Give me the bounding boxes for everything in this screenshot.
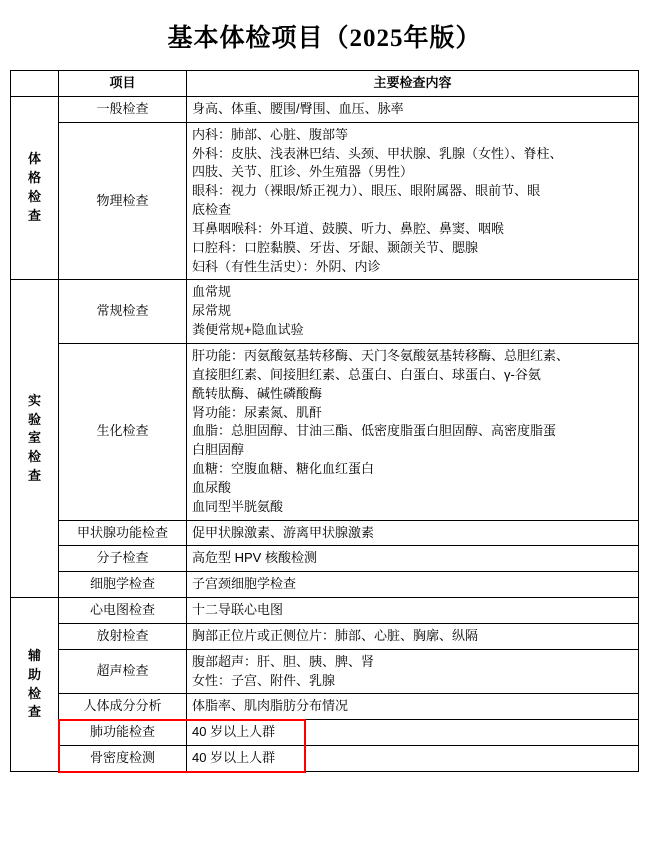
content-line: 四肢、关节、肛诊、外生殖器（男性） <box>192 164 414 180</box>
item-cell: 分子检查 <box>59 546 187 572</box>
content-cell <box>187 598 639 624</box>
table-row <box>11 343 639 520</box>
content-line: 胸部正位片或正侧位片：肺部、心脏、胸廓、纵隔 <box>192 627 479 643</box>
content-line: 直接胆红素、间接胆红素、总蛋白、白蛋白、球蛋白、γ-谷氨 <box>192 366 541 382</box>
content-line: 血尿酸 <box>192 479 232 495</box>
category-cell-laboratory: 实验室检查 <box>11 280 59 598</box>
item-cell: 甲状腺功能检查 <box>59 520 187 546</box>
content-line: 口腔科：口腔黏膜、牙齿、牙龈、颞颌关节、腮腺 <box>192 239 479 255</box>
content-line: 40 岁以上人群 <box>192 724 276 740</box>
content-cell <box>187 546 639 572</box>
table-row <box>11 520 639 546</box>
table-row <box>11 649 639 694</box>
content-line: 肝功能：丙氨酸氨基转移酶、天门冬氨酸氨基转移酶、总胆红素、 <box>192 347 570 363</box>
table-row <box>11 546 639 572</box>
content-line: 高危型 HPV 核酸检测 <box>192 550 317 566</box>
content-line: 身高、体重、腰围/臀围、血压、脉率 <box>192 100 404 116</box>
content-line: 妇科（有性生活史）：外阴、内诊 <box>192 258 381 274</box>
content-line: 子宫颈细胞学检查 <box>192 576 297 592</box>
content-cell <box>187 746 639 772</box>
content-cell <box>187 96 639 122</box>
table-row-highlighted <box>11 720 639 746</box>
header-category <box>11 71 59 97</box>
content-line: 底检查 <box>192 202 232 218</box>
table-row <box>11 694 639 720</box>
content-line: 粪便常规+隐血试验 <box>192 322 304 338</box>
table-header-row <box>11 71 639 97</box>
content-line: 白胆固醇 <box>192 442 245 458</box>
item-cell: 生化检查 <box>59 343 187 520</box>
item-cell: 物理检查 <box>59 122 187 280</box>
content-cell <box>187 623 639 649</box>
content-cell <box>187 520 639 546</box>
content-line: 血糖：空腹血糖、糖化血红蛋白 <box>192 461 375 477</box>
table-row <box>11 572 639 598</box>
table-row <box>11 623 639 649</box>
content-line: 体脂率、肌肉脂肪分布情况 <box>192 698 349 714</box>
table-row-highlighted <box>11 746 639 772</box>
content-line: 肾功能：尿素氮、肌酐 <box>192 404 323 420</box>
item-cell: 常规检查 <box>59 280 187 344</box>
header-content: 主要检查内容 <box>187 71 639 97</box>
content-line: 耳鼻咽喉科：外耳道、鼓膜、听力、鼻腔、鼻窦、咽喉 <box>192 220 505 236</box>
category-cell-physical: 体格检查 <box>11 96 59 280</box>
table-header <box>11 71 639 97</box>
item-cell-bone-density: 骨密度检测 <box>59 746 187 772</box>
content-line: 40 岁以上人群 <box>192 750 276 766</box>
content-line: 十二导联心电图 <box>192 602 284 618</box>
content-cell <box>187 649 639 694</box>
table-body <box>11 96 639 771</box>
table-row <box>11 280 639 344</box>
content-line: 促甲状腺激素、游离甲状腺激素 <box>192 524 375 540</box>
content-line: 血同型半胱氨酸 <box>192 498 284 514</box>
category-cell-auxiliary: 辅助检查 <box>11 598 59 772</box>
content-line: 腹部超声：肝、胆、胰、脾、肾 <box>192 653 375 669</box>
content-line: 内科：肺部、心脏、腹部等 <box>192 126 349 142</box>
content-line: 外科：皮肤、浅表淋巴结、头颈、甲状腺、乳腺（女性）、脊柱、 <box>192 145 563 161</box>
content-line: 眼科：视力（裸眼/矫正视力）、眼压、眼附属器、眼前节、眼 <box>192 183 541 199</box>
header-item: 项目 <box>59 71 187 97</box>
content-cell <box>187 280 639 344</box>
content-line: 尿常规 <box>192 303 232 319</box>
item-cell: 超声检查 <box>59 649 187 694</box>
content-cell <box>187 720 639 746</box>
content-cell <box>187 694 639 720</box>
content-cell <box>187 122 639 280</box>
item-cell: 放射检查 <box>59 623 187 649</box>
table-row <box>11 122 639 280</box>
content-line: 女性：子宫、附件、乳腺 <box>192 672 336 688</box>
health-checkup-table <box>10 70 639 772</box>
content-cell <box>187 572 639 598</box>
content-line: 酰转肽酶、碱性磷酸酶 <box>192 385 323 401</box>
content-cell <box>187 343 639 520</box>
item-cell: 心电图检查 <box>59 598 187 624</box>
item-cell: 人体成分分析 <box>59 694 187 720</box>
item-cell: 一般检查 <box>59 96 187 122</box>
item-cell-lung-function: 肺功能检查 <box>59 720 187 746</box>
item-cell: 细胞学检查 <box>59 572 187 598</box>
table-row <box>11 96 639 122</box>
table-row <box>11 598 639 624</box>
content-line: 血脂：总胆固醇、甘油三酯、低密度脂蛋白胆固醇、高密度脂蛋 <box>192 423 557 439</box>
content-line: 血常规 <box>192 284 232 300</box>
page-title: 基本体检项目（2025年版） <box>167 25 482 52</box>
